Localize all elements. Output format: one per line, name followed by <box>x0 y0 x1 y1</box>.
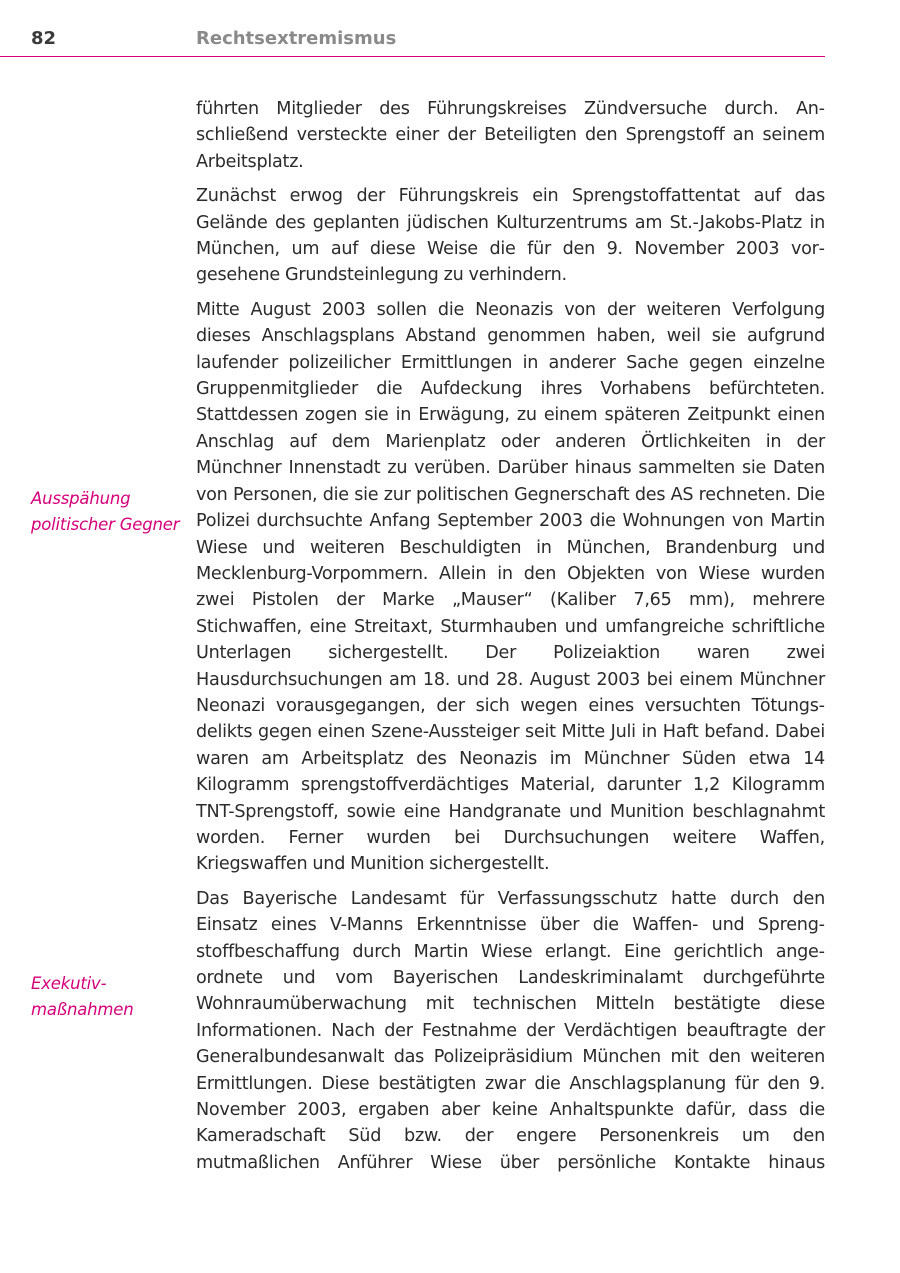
page-number: 82 <box>31 28 57 49</box>
paragraph: Das Bayerische Landesamt für Verfassungsschutz hatte durch den Einsatz eines V-Manns Erkenntnisse über die Waffen- und Sprengstoffbeschaffung durch Martin Wiese erlangt. Eine gerichtlich angeordnete und vom Bayerischen Landeskriminalamt durchgeführte Wohnraumüberwachung mit technischen Mitteln bestätigte diese Informationen. Nach der Festnahme der Verdächtigen beauftragte der Generalbundesanwalt das Polizeipräsidium München mit den weiteren Ermittlungen. Diese bestätigten zwar die Anschlagsplanung für den 9. November 2003, ergaben aber keine Anhaltspunkte dafür, dass die Kameradschaft Süd bzw. der engere Personenkreis um den mutmaßlichen Anführer Wiese über persönliche Kontakte hinaus <box>196 888 825 1173</box>
paragraph: Zunächst erwog der Führungskreis ein Sprengstoffattentat auf das Gelände des geplanten jüdischen Kulturzentrums am St.-Jakobs-Platz in München, um auf diese Weise die für den 9. November 2003 vorgesehene Grundsteinlegung zu verhindern. <box>196 186 825 286</box>
running-head: Rechtsextremismus <box>196 28 397 49</box>
header-rule <box>0 56 825 57</box>
body-text <box>196 96 825 1184</box>
paragraph: führten Mitglieder des Führungskreises Zündversuche durch. Anschließend versteckte einer der Beteiligten den Sprengstoff an seinem Arbeitsplatz. <box>196 99 825 172</box>
margin-note-executive-measures: Exekutivmaßnahmen <box>31 974 134 1020</box>
margin-note-surveillance: Ausspähung politischer Gegner <box>31 489 180 535</box>
paragraph: Mitte August 2003 sollen die Neonazis von der weiteren Verfolgung dieses Anschlagsplans Abstand genommen haben, weil sie aufgrund laufender polizeilicher Ermittlungen in anderer Sache gegen einzelne Gruppenmitglieder die Aufdeckung ihres Vorhabens befürchteten. Stattdessen zogen sie in Erwägung, zu einem späteren Zeitpunkt einen Anschlag auf dem Marienplatz oder anderen Örtlichkeiten in der Münchner Innenstadt zu verüben. Darüber hinaus sammelten sie Daten von Personen, die sie zur politischen Gegnerschaft des AS rechneten. Die Polizei durchsuchte Anfang September 2003 die Wohnungen von Martin Wiese und weiteren Beschuldigten in München, Brandenburg und Mecklenburg-Vorpommern. Allein in den Objekten von Wiese wurden zwei Pistolen der Marke „Mauser“ (Kaliber 7,65 mm), mehrere Stichwaffen, eine Streitaxt, Sturmhauben und umfangreiche schriftliche Unterlagen sichergestellt. Der Polizeiaktion waren zwei Hausdurchsuchungen am 18. und 28. August 2003 bei einem Münchner Neonazi vorausgegangen, der sich wegen eines versuchten Tötungsdelikts gegen einen Szene-Aussteiger seit Mitte Juli in Haft befand. Dabei waren am Arbeitsplatz des Neonazis im Münchner Süden etwa 14 Kilogramm sprengstoffverdächtiges Material, darunter 1,2 Kilogramm TNT-Sprengstoff, sowie eine Handgranate und Munition beschlagnahmt worden. Ferner wurden bei Durchsuchungen weitere Waffen, Kriegswaffen und Munition sichergestellt. <box>196 299 825 875</box>
